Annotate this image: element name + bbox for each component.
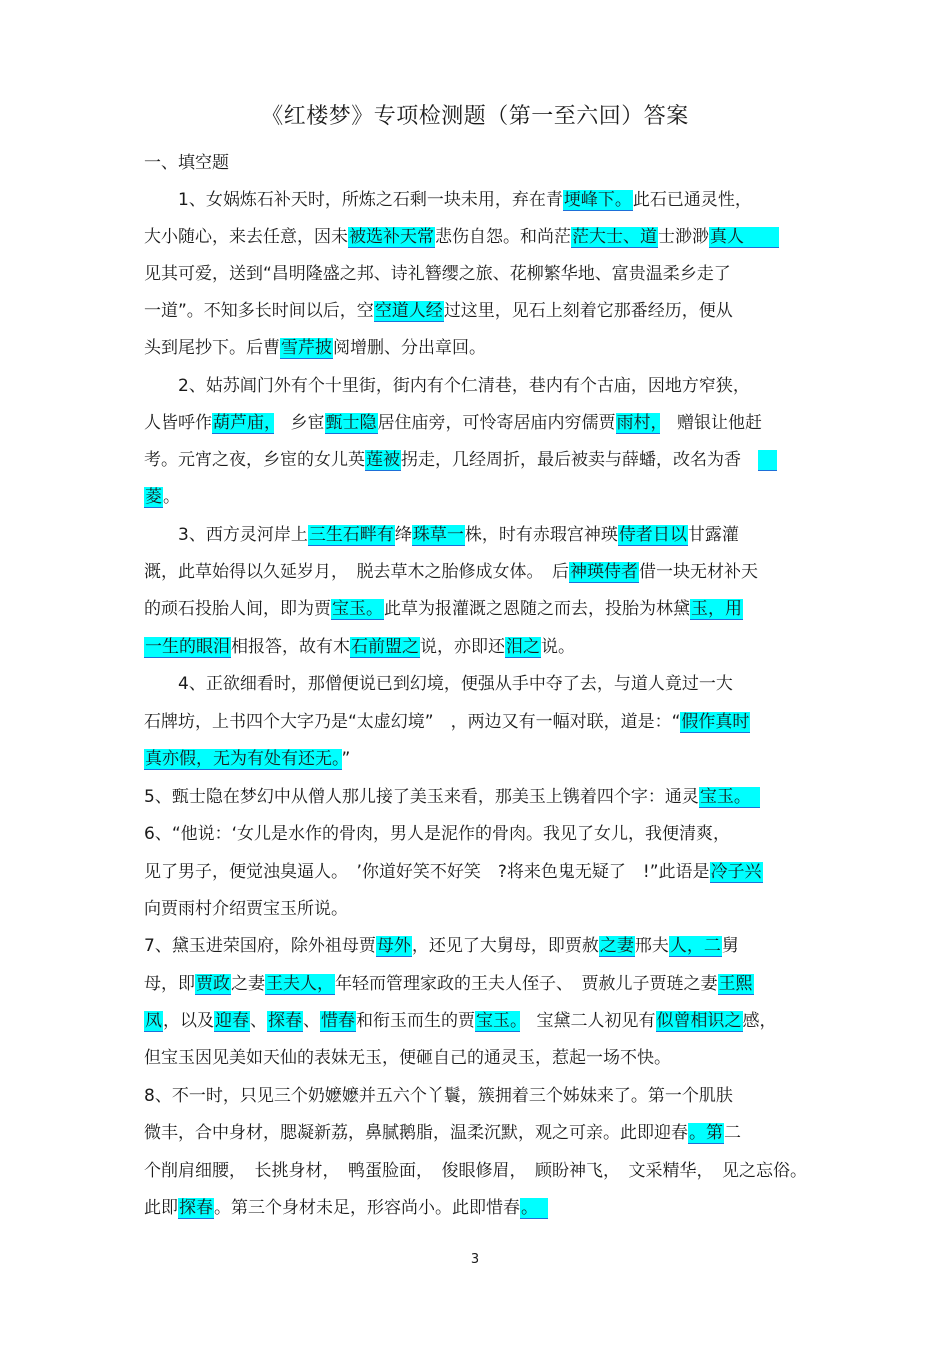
text-line xyxy=(144,371,910,401)
line-text: 和衔玉而生的贾 xyxy=(356,1011,475,1031)
text-line xyxy=(144,1006,910,1036)
answer-highlight: 真人 xyxy=(710,227,778,247)
text-line xyxy=(144,296,910,326)
line-text: 拐走，几经周折，最后被卖与薛蟠，改名为香 xyxy=(401,450,758,470)
line-text: 株，时有赤瑕宫神瑛 xyxy=(464,525,618,545)
line-text: 3、西方灵河岸上 xyxy=(178,525,308,545)
answer-highlight: 王熙 xyxy=(718,974,753,994)
answer-highlight: 似曾相识之 xyxy=(656,1011,742,1031)
answer-highlight: 迎春 xyxy=(215,1011,249,1031)
text-line xyxy=(144,669,910,699)
answer-highlight: 空道人经 xyxy=(374,301,443,321)
answer-highlight: 侍者日以 xyxy=(618,525,687,545)
line-text: 考。元宵之夜，乡宦的女儿英 xyxy=(144,450,365,470)
page-title: 《红楼梦》专项检测题（第一至六回）答案 xyxy=(261,104,689,129)
section-heading xyxy=(144,148,910,178)
line-text: 绛 xyxy=(394,525,412,545)
answer-highlight: 凤 xyxy=(145,1011,162,1031)
line-text: 5、甄士隐在梦幻中从僧人那儿接了美玉来看，那美玉上镌着四个字：通灵 xyxy=(144,787,699,807)
line-text: 一道”。不知多长时间以后，空 xyxy=(144,301,374,321)
answer-highlight: 惜春 xyxy=(321,1011,355,1031)
line-text: 说。 xyxy=(541,637,575,657)
line-text: 居住庙旁，可怜寄居庙内穷儒贾 xyxy=(377,413,616,433)
text-line xyxy=(144,333,910,363)
answer-highlight: 。 xyxy=(521,1198,547,1218)
line-text: 头到尾抄下。后曹 xyxy=(144,338,280,358)
answer-highlight: 神瑛侍者 xyxy=(570,562,638,582)
text-line xyxy=(144,185,910,215)
text-line xyxy=(144,259,910,289)
answer-highlight: 埂峰下。 xyxy=(563,190,632,210)
answer-highlight: 三生石畔有 xyxy=(308,525,394,545)
answer-highlight: 探春 xyxy=(179,1198,213,1218)
line-text: ，以及 xyxy=(163,1011,214,1031)
line-text: 甘露灌 xyxy=(687,525,739,545)
line-text: 年轻而管理家政的王夫人侄子、 贾赦儿子贾琏之妻 xyxy=(335,974,718,994)
text-line xyxy=(144,557,910,587)
answer-highlight: 莲被 xyxy=(366,450,400,470)
line-text: 赠银让他赶 xyxy=(660,413,762,433)
line-text: 悲伤自怨。和尚茫 xyxy=(435,227,571,247)
answer-highlight: 菱 xyxy=(145,487,162,507)
line-text: 。第三个身材未足，形容尚小。此即惜春 xyxy=(214,1198,520,1218)
line-text: 士渺渺 xyxy=(658,227,709,247)
answer-highlight: 雪芹披 xyxy=(281,338,332,358)
line-text: 向贾雨村介绍贾宝玉所说。 xyxy=(144,899,348,919)
text-line xyxy=(144,520,910,550)
text-line xyxy=(144,819,910,849)
answer-highlight: 。第 xyxy=(689,1123,723,1143)
line-text: 相报答，故有木 xyxy=(231,637,350,657)
text-line xyxy=(144,222,910,252)
line-text: 8、不一时，只见三个奶嬷嬷并五六个丫鬟，簇拥着三个姊妹来了。第一个肌肤 xyxy=(144,1086,733,1106)
answer-highlight: 探春 xyxy=(268,1011,302,1031)
line-text: 个削肩细腰， 长挑身材， 鸭蛋脸面， 俊眼修眉， 顾盼神飞， 文采精华， 见之忘俗。 xyxy=(144,1161,807,1181)
line-text: 4、正欲细看时，那僧便说已到幻境，便强从手中夺了去，与道人竟过一大 xyxy=(178,674,733,694)
answer-highlight: 被选补天常 xyxy=(349,227,434,247)
line-text: 见了男子，便觉浊臭逼人。 ’你道好笑不好笑 ?将来色鬼无疑了 !”此语是 xyxy=(144,862,710,882)
line-text: 此即 xyxy=(144,1198,178,1218)
answer-highlight: 宝玉。 xyxy=(476,1011,519,1031)
text-line xyxy=(144,1081,910,1111)
text-line xyxy=(144,931,910,961)
line-text: 此草为报灌溉之恩随之而去，投胎为林黛 xyxy=(384,599,690,619)
answer-highlight: 冷子兴 xyxy=(710,862,762,882)
line-text: 溉，此草始得以久延岁月， 脱去草木之胎修成女体。 后 xyxy=(144,562,569,582)
line-text: 见其可爱，送到“昌明隆盛之邦、诗礼簪缨之旅、花柳繁华地、富贵温柔乡走了 xyxy=(144,264,731,284)
line-text: 借一块无材补天 xyxy=(639,562,758,582)
line-text: 、 xyxy=(250,1011,267,1031)
text-line xyxy=(144,969,910,999)
line-text: 过这里，见石上刻着它那番经历，便从 xyxy=(443,301,733,321)
answer-highlight: 雨村， xyxy=(616,413,659,433)
line-text: ” xyxy=(341,749,351,769)
answer-highlight: 甄士隐 xyxy=(325,413,377,433)
line-text: 说，亦即还 xyxy=(420,637,505,657)
answer-highlight: 宝玉。 xyxy=(699,787,760,807)
line-text: 、 xyxy=(303,1011,320,1031)
text-line xyxy=(144,1193,910,1223)
answer-highlight: 之妻 xyxy=(599,936,634,956)
answer-highlight xyxy=(758,450,777,471)
answer-highlight: 母外 xyxy=(376,936,411,956)
text-line xyxy=(144,894,910,924)
page-number: 3 xyxy=(470,1252,480,1267)
text-line xyxy=(144,782,910,812)
line-text: 之妻 xyxy=(231,974,265,994)
line-text: 。 xyxy=(163,487,180,507)
line-text: 宝黛二人初见有 xyxy=(519,1011,656,1031)
text-line xyxy=(144,482,910,512)
text-line xyxy=(144,632,910,662)
text-line xyxy=(144,445,910,475)
text-line xyxy=(144,594,910,624)
answer-highlight: 假作真时 xyxy=(681,712,750,732)
line-text: 母，即 xyxy=(144,974,195,994)
text-line xyxy=(144,408,910,438)
line-text: ，还见了大舅母，即贾赦 xyxy=(411,936,599,956)
line-text: 但宝玉因见美如天仙的表妹无玉，便砸自己的通灵玉，惹起一场不快。 xyxy=(144,1048,671,1068)
answer-highlight: 王夫人， xyxy=(266,974,334,994)
line-text: 6、“他说：‘女儿是水作的骨肉，男人是泥作的骨肉。我见了女儿，我便清爽， xyxy=(144,824,731,844)
line-text: 二 xyxy=(724,1123,741,1143)
line-text: 乡宦 xyxy=(273,413,325,433)
line-text: 人皆呼作 xyxy=(144,413,212,433)
answer-highlight: 贾政 xyxy=(196,974,230,994)
answer-highlight: 玉，用 xyxy=(691,599,742,619)
text-line xyxy=(144,1156,910,1186)
answer-highlight: 石前盟之 xyxy=(351,637,419,657)
line-text: 石牌坊，上书四个大字乃是“太虚幻境” ，两边又有一幅对联，道是：“ xyxy=(144,712,681,732)
answer-highlight: 葫芦庙， xyxy=(213,413,273,433)
answer-highlight: 泪之 xyxy=(506,637,540,657)
section-heading-text: 一、填空题 xyxy=(144,153,229,173)
line-text: 阅增删、分出章回。 xyxy=(333,338,486,358)
answer-highlight: 珠草一 xyxy=(412,525,464,545)
text-line xyxy=(144,857,910,887)
line-text: 此石已通灵性， xyxy=(632,190,752,210)
answer-highlight: 宝玉。 xyxy=(332,599,383,619)
answer-highlight: 真亦假，无为有处有还无。 xyxy=(145,749,341,769)
line-text: 感， xyxy=(742,1011,777,1031)
line-text: 微丰，合中身材，腮凝新荔，鼻腻鹅脂，温柔沉默，观之可亲。此即迎春 xyxy=(144,1123,688,1143)
answer-highlight: 一生的眼泪 xyxy=(145,637,230,657)
line-text: 1、女娲炼石补天时，所炼之石剩一块未用，弃在青 xyxy=(178,190,563,210)
line-text: 2、姑苏阊门外有个十里街，街内有个仁清巷，巷内有个古庙，因地方窄狭， xyxy=(178,376,750,396)
line-text: 大小随心，来去任意，因未 xyxy=(144,227,348,247)
text-line xyxy=(144,1118,910,1148)
answer-highlight: 人，二 xyxy=(669,936,721,956)
line-text: 邢夫 xyxy=(634,936,669,956)
line-text: 的顽石投胎人间，即为贾 xyxy=(144,599,331,619)
answer-highlight: 茫大士、道 xyxy=(572,227,657,247)
line-text: 7、黛玉进荣国府，除外祖母贾 xyxy=(144,936,376,956)
line-text: 舅 xyxy=(721,936,739,956)
text-line xyxy=(144,1043,910,1073)
text-line xyxy=(144,707,910,737)
text-line xyxy=(144,744,910,774)
